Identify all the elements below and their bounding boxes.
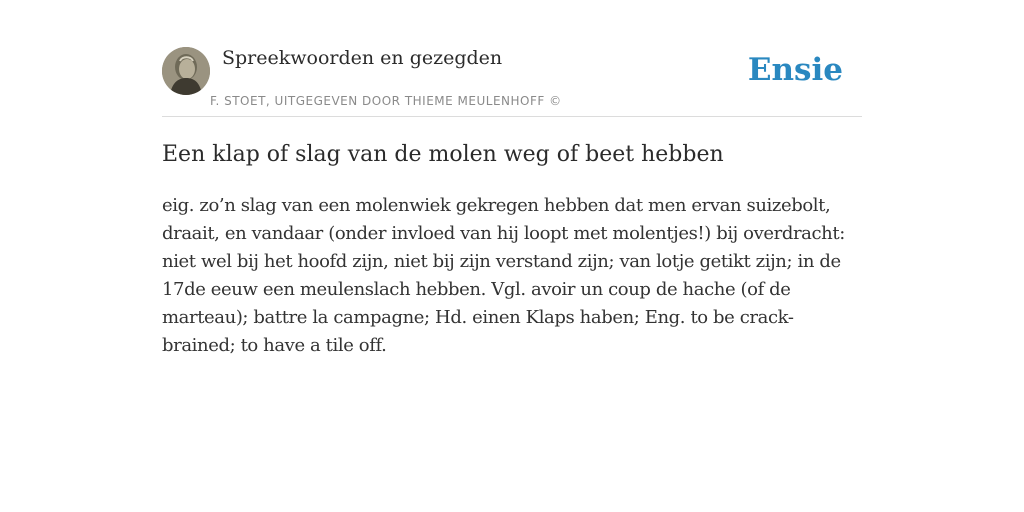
ensie-logo[interactable]: Ensie <box>747 52 843 88</box>
entry-title: Een klap of slag van de molen weg of beet hebben <box>162 142 724 167</box>
author-avatar[interactable] <box>162 47 210 95</box>
entry-body: eig. zo’n slag van een molenwiek gekregen hebben dat men ervan suizebolt, draait, en vandaar (onder invloed van hij loopt met molentjes!) bij overdracht: niet wel bij het hoofd zijn, niet bij zijn verstand zijn; van lotje getikt zijn; in de 17de eeuw een meulenslach hebben. Vgl. avoir un coup de hache (of de marteau); battre la campagne; Hd. einen Klaps haben; Eng. to be crack-brained; to have a tile off. <box>162 195 845 356</box>
author-portrait-icon <box>162 47 210 95</box>
source-credit: F. STOET, UITGEGEVEN DOOR THIEME MEULENHOFF © <box>210 94 562 108</box>
source-title[interactable]: Spreekwoorden en gezegden <box>222 47 503 69</box>
source-header <box>162 44 862 117</box>
